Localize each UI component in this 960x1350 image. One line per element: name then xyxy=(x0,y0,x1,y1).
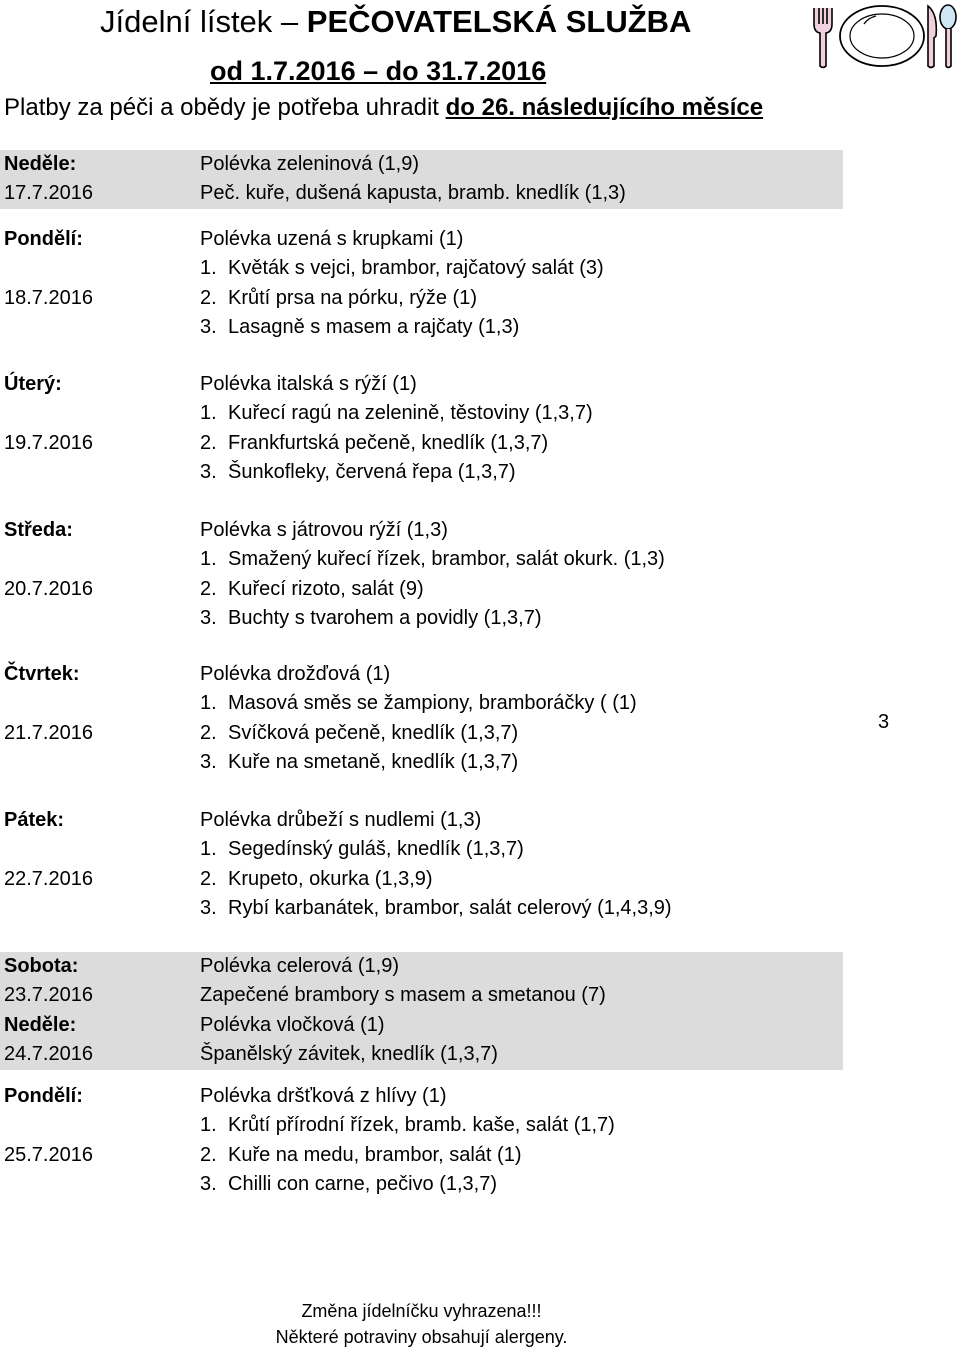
payment-due: do 26. následujícího měsíce xyxy=(445,94,764,121)
main-dish xyxy=(200,748,518,777)
dish-number: 3. xyxy=(200,751,217,774)
day-name: Čtvrtek: xyxy=(4,663,80,685)
main-dish xyxy=(200,545,665,574)
title-organization: PEČOVATELSKÁ SLUŽBA xyxy=(306,4,692,39)
payment-text: Platby za péči a obědy je potřeba uhradit xyxy=(4,94,446,121)
dish-number: 1. xyxy=(200,402,217,425)
soup xyxy=(200,370,417,399)
menu-row xyxy=(0,719,843,748)
soup xyxy=(200,806,481,835)
main-dish xyxy=(200,1141,521,1170)
dish-text: Svíčková pečeně, knedlík (1,3,7) xyxy=(228,721,519,744)
main-dish xyxy=(200,313,519,342)
dish-text: Segedínský guláš, knedlík (1,3,7) xyxy=(228,838,524,861)
dish-text: Polévka dršťková z hlívy (1) xyxy=(200,1085,447,1107)
dish-text: Peč. kuře, dušená kapusta, bramb. knedlík (1,3) xyxy=(200,182,626,205)
day-date: 24.7.2016 xyxy=(4,1043,93,1066)
menu-row xyxy=(0,1011,843,1040)
dish-text: Krůtí přírodní řízek, bramb. kaše, salát (1,7) xyxy=(228,1114,615,1137)
day-block xyxy=(0,952,843,1011)
main-dish xyxy=(200,1170,497,1199)
dish-number: 3. xyxy=(200,461,217,484)
main-dish xyxy=(200,399,593,428)
plate-fork-knife-spoon-icon xyxy=(806,2,958,70)
dish-number: 2. xyxy=(200,431,217,454)
menu-row xyxy=(0,748,843,777)
dish-number: 2. xyxy=(200,721,217,744)
menu-row xyxy=(0,1082,843,1111)
dish-text: Rybí karbanátek, brambor, salát celerový (1,4,3,9) xyxy=(228,897,672,920)
dish-text: Kuřecí rizoto, salát (9) xyxy=(228,577,424,600)
day-block xyxy=(0,225,843,343)
soup xyxy=(200,1011,385,1040)
menu-row xyxy=(0,835,843,864)
dish-text: Kuře na smetaně, knedlík (1,3,7) xyxy=(228,751,519,774)
menu-row xyxy=(0,604,843,633)
page-number: 3 xyxy=(878,711,890,733)
dish-number: 3. xyxy=(200,1173,217,1196)
dish-text: Masová směs se žampiony, bramboráčky ( (1) xyxy=(228,692,637,715)
day-date: 25.7.2016 xyxy=(4,1143,93,1166)
main-dish xyxy=(200,719,518,748)
page-title xyxy=(100,4,790,40)
dish-text: Polévka italská s rýží (1) xyxy=(200,373,417,395)
main-dish xyxy=(200,458,516,487)
soup xyxy=(200,1082,446,1111)
day-date: 21.7.2016 xyxy=(4,721,93,744)
dish-number: 2. xyxy=(200,577,217,600)
soup xyxy=(200,952,399,981)
day-date: 20.7.2016 xyxy=(4,577,93,600)
day-name: Úterý: xyxy=(4,373,62,395)
menu-row xyxy=(0,689,843,718)
dish-text: Kuře na medu, brambor, salát (1) xyxy=(228,1143,522,1166)
day-name: Pondělí: xyxy=(4,228,83,250)
dish-number: 1. xyxy=(200,1114,217,1137)
main-dish xyxy=(200,835,524,864)
dish-number: 1. xyxy=(200,838,217,861)
menu-row xyxy=(0,458,843,487)
day-name: Pátek: xyxy=(4,809,65,831)
dish-text: Květák s vejci, brambor, rajčatový salát (3) xyxy=(228,257,604,280)
dish-text: Kuřecí ragú na zelenině, těstoviny (1,3,7) xyxy=(228,402,593,425)
dish-number: 3. xyxy=(200,897,217,920)
menu-row xyxy=(0,981,843,1010)
footer xyxy=(0,1298,843,1350)
dish-text: Šunkofleky, červená řepa (1,3,7) xyxy=(228,461,516,484)
day-block xyxy=(0,150,843,209)
dish-text: Polévka celerová (1,9) xyxy=(200,955,399,977)
dish-number: 3. xyxy=(200,607,217,630)
menu-row xyxy=(0,150,843,179)
dish-text: Buchty s tvarohem a povidly (1,3,7) xyxy=(228,607,542,630)
footer-change-note: Změna jídelníčku vyhrazena!!! xyxy=(301,1301,542,1321)
menu-row xyxy=(0,865,843,894)
day-name: Středa: xyxy=(4,519,73,541)
menu-row xyxy=(0,806,843,835)
day-name: Neděle: xyxy=(4,153,77,175)
menu-row xyxy=(0,284,843,313)
main-dish xyxy=(200,604,541,633)
day-date: 18.7.2016 xyxy=(4,286,93,309)
main-dish xyxy=(200,429,548,458)
soup xyxy=(200,150,419,179)
dish-text: Polévka drůbeží s nudlemi (1,3) xyxy=(200,809,482,831)
soup xyxy=(200,225,463,254)
day-block xyxy=(0,1011,843,1070)
dish-text: Polévka s játrovou rýží (1,3) xyxy=(200,519,448,541)
main-dish xyxy=(200,1111,615,1140)
day-block xyxy=(0,660,843,778)
day-name: Sobota: xyxy=(4,955,79,977)
main-dish xyxy=(200,981,606,1010)
main-dish xyxy=(200,254,604,283)
soup xyxy=(200,516,448,545)
dish-text: Polévka uzená s krupkami (1) xyxy=(200,228,464,250)
main-dish xyxy=(200,284,477,313)
main-dish xyxy=(200,894,672,923)
menu-row xyxy=(0,254,843,283)
dish-number: 1. xyxy=(200,257,217,280)
day-date: 19.7.2016 xyxy=(4,431,93,454)
soup xyxy=(200,660,390,689)
menu-row xyxy=(0,225,843,254)
dish-text: Krůtí prsa na pórku, rýže (1) xyxy=(228,286,477,309)
menu-period: od 1.7.2016 – do 31.7.2016 xyxy=(210,56,547,86)
dish-number: 2. xyxy=(200,1143,217,1166)
main-dish xyxy=(200,575,424,604)
menu-row xyxy=(0,313,843,342)
dish-number: 3. xyxy=(200,316,217,339)
dish-text: Chilli con carne, pečivo (1,3,7) xyxy=(228,1173,498,1196)
dish-text: Španělský závitek, knedlík (1,3,7) xyxy=(200,1043,498,1066)
menu-row xyxy=(0,1170,843,1199)
menu-row xyxy=(0,399,843,428)
menu-row xyxy=(0,545,843,574)
menu-row xyxy=(0,370,843,399)
day-block xyxy=(0,1082,843,1200)
day-date: 17.7.2016 xyxy=(4,182,93,205)
dish-text: Polévka vločková (1) xyxy=(200,1014,385,1036)
dish-text: Lasagně s masem a rajčaty (1,3) xyxy=(228,316,520,339)
main-dish xyxy=(200,865,433,894)
footer-allergen-note: Některé potraviny obsahují alergeny. xyxy=(275,1327,568,1347)
day-date: 22.7.2016 xyxy=(4,867,93,890)
dish-text: Krupeto, okurka (1,3,9) xyxy=(228,867,433,890)
menu-row xyxy=(0,952,843,981)
menu-row xyxy=(0,660,843,689)
dish-number: 2. xyxy=(200,867,217,890)
menu-row xyxy=(0,516,843,545)
dish-text: Smažený kuřecí řízek, brambor, salát okurk. (1,3) xyxy=(228,548,665,571)
day-name: Pondělí: xyxy=(4,1085,83,1107)
main-dish xyxy=(200,179,626,208)
menu-row xyxy=(0,1111,843,1140)
payment-notice xyxy=(4,94,763,122)
main-dish xyxy=(200,1040,498,1069)
menu-row xyxy=(0,179,843,208)
dish-number: 1. xyxy=(200,692,217,715)
title-prefix: Jídelní lístek – xyxy=(100,4,307,39)
dish-number: 2. xyxy=(200,286,217,309)
dish-number: 1. xyxy=(200,548,217,571)
dish-text: Frankfurtská pečeně, knedlík (1,3,7) xyxy=(228,431,549,454)
menu-row xyxy=(0,894,843,923)
menu-row xyxy=(0,1040,843,1069)
day-block xyxy=(0,806,843,924)
menu-row xyxy=(0,1141,843,1170)
day-date: 23.7.2016 xyxy=(4,984,93,1007)
day-block xyxy=(0,370,843,488)
menu-row xyxy=(0,429,843,458)
menu-row xyxy=(0,575,843,604)
dish-text: Zapečené brambory s masem a smetanou (7) xyxy=(200,984,606,1007)
day-name: Neděle: xyxy=(4,1014,77,1036)
day-block xyxy=(0,516,843,634)
main-dish xyxy=(200,689,637,718)
dish-text: Polévka drožďová (1) xyxy=(200,663,391,685)
dish-text: Polévka zeleninová (1,9) xyxy=(200,153,420,175)
